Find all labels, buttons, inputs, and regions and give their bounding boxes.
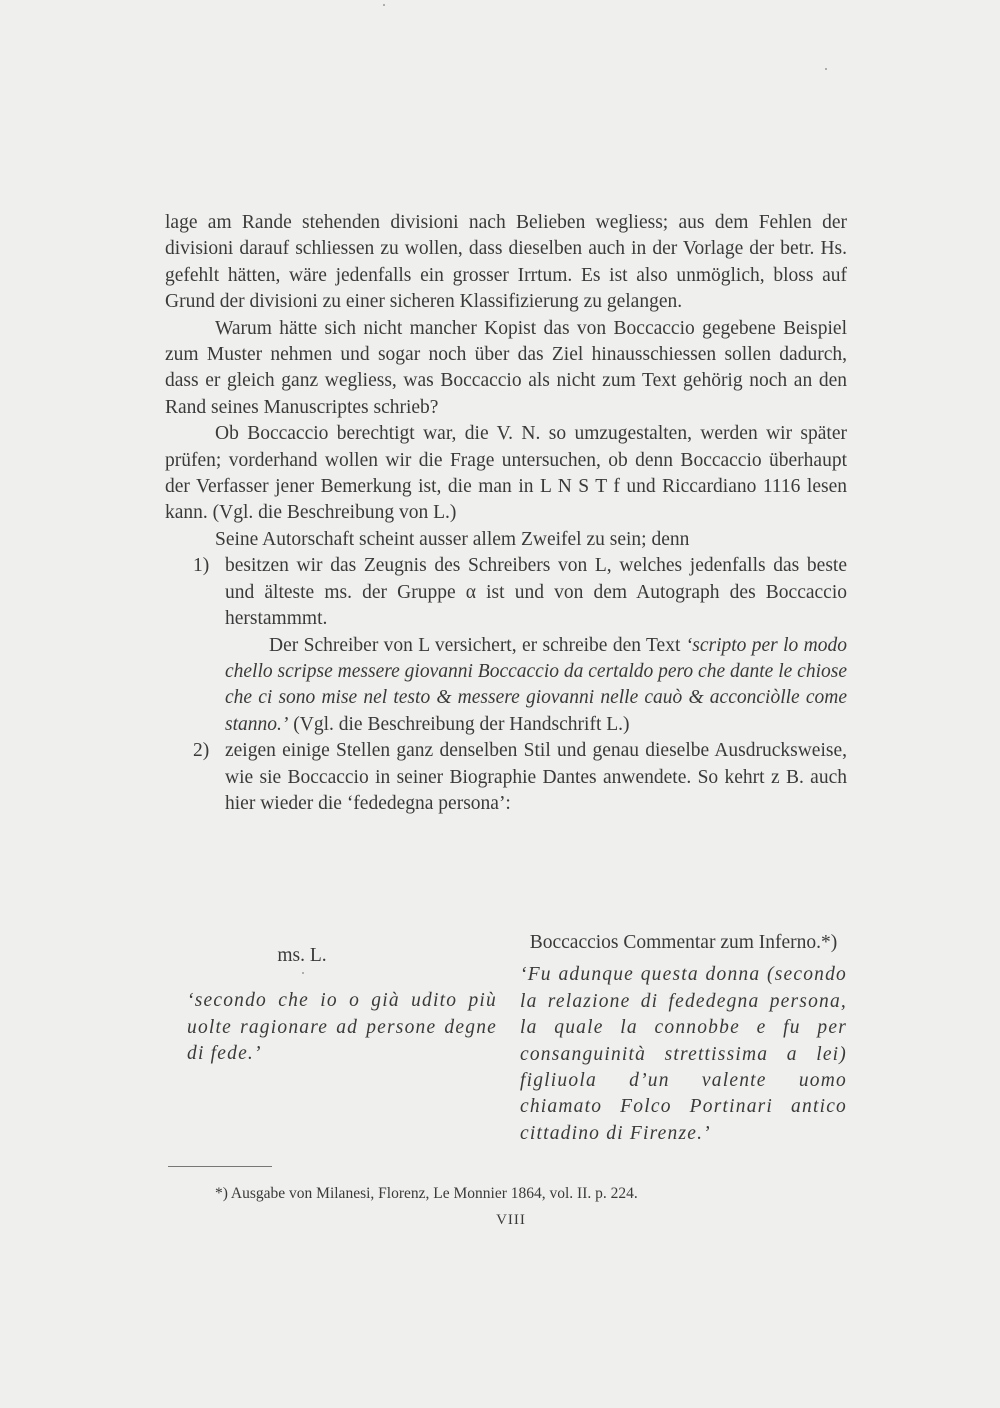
- list-item-1-text: besitzen wir das Zeugnis des Schreibers von L, welches jedenfalls das beste und älteste ms. der Gruppe α ist und von dem Autograph des Boccaccio herstammmt.: [225, 555, 847, 630]
- quote-paragraph: [165, 633, 847, 739]
- list-number-1: 1): [193, 555, 210, 577]
- paper-speck: [302, 972, 304, 974]
- paragraph-4: Seine Autorschaft scheint ausser allem Zweifel zu sein; denn: [215, 528, 690, 550]
- body-text: [165, 210, 847, 817]
- left-column-text: ‘secondo che io o già udito più uolte ragionare ad persone degne di fede.’: [187, 990, 497, 1065]
- footnote-divider: [168, 1166, 272, 1167]
- list-item-1: [165, 553, 847, 632]
- right-column: [520, 930, 847, 1147]
- paragraph-3: Ob Boccaccio berechtigt war, die V. N. so umzugestalten, werden wir später prüfen; vorderhand wollen wir die Frage untersuchen, ob denn Boccaccio überhaupt der Verfasser jener Bemerkung ist, die man in L N S T f und Riccardiano 1116 lesen kann. (Vgl. die Beschreibung von L.): [165, 423, 847, 524]
- page-number: VIII: [496, 1212, 526, 1228]
- quote-tail: (Vgl. die Beschreibung der Handschrift L.): [293, 713, 630, 735]
- right-column-text: ‘Fu adunque questa donna (secondo la relazione di fededegna persona, la quale la connobbe e fu per consanguinità strettissima a lei) figliuola d’un valente uomo chiamato Folco Portinari antico cittadino di Firenze.’: [520, 964, 847, 1144]
- right-column-heading: Boccaccios Commentar zum Inferno.*): [529, 932, 838, 953]
- list-number-2: 2): [193, 740, 210, 762]
- list-item-2: [165, 738, 847, 817]
- paper-speck: [825, 68, 827, 70]
- quote-lead: Der Schreiber von L versichert, er schreibe den Text: [269, 634, 681, 656]
- paragraph-2: Warum hätte sich nicht mancher Kopist das von Boccaccio gegebene Beispiel zum Muster nehmen und sogar noch über das Ziel hinausschiessen sollen dadurch, dass er gleich ganz wegliess, was Boccaccio als nicht zum Text gehörig noch an den Rand seines Manuscriptes schrieb?: [165, 317, 847, 418]
- left-column-heading: ms. L.: [277, 945, 327, 966]
- left-column: [187, 930, 497, 1068]
- footnote: *) Ausgabe von Milanesi, Florenz, Le Monnier 1864, vol. II. p. 224.: [215, 1185, 638, 1202]
- paper-speck: [383, 4, 385, 6]
- italic-quote: ‘scripto per lo modo chello scripse messere giovanni Boccaccio da certaldo pero che dante le chiose che ci sono mise nel testo & messere giovanni nelle cauò & acconciòlle come stanno.’: [225, 634, 848, 735]
- paragraph-1: lage am Rande stehenden divisioni nach Belieben wegliess; aus dem Fehlen der divisioni darauf schliessen zu wollen, dass dieselben auch in der Vorlage der betr. Hs. gefehlt hätten, wäre jedenfalls ein grosser Irrtum. Es ist also unmöglich, bloss auf Grund der divisioni zu einer sicheren Klassifizierung zu gelangen.: [165, 212, 847, 313]
- list-item-2-text: zeigen einige Stellen ganz denselben Stil und genau dieselbe Ausdrucksweise, wie sie Boccaccio in seiner Biographie Dantes anwendete. So kehrt z B. auch hier wieder die ‘fededegna persona’:: [225, 740, 847, 814]
